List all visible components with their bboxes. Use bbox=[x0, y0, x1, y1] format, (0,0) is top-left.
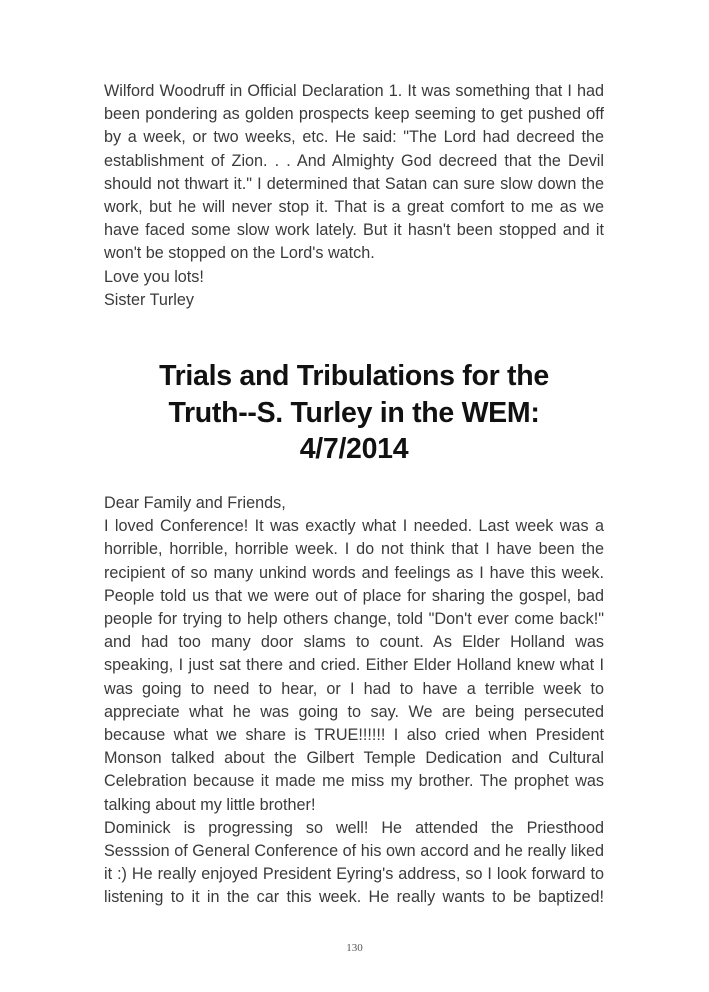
section-heading bbox=[104, 358, 604, 468]
closing-salutation: Love you lots! bbox=[104, 267, 204, 286]
letter-continuation bbox=[104, 80, 604, 312]
heading-line-3: 4/7/2014 bbox=[299, 433, 409, 465]
heading-line-2: Truth--S. Turley in the WEM: bbox=[168, 396, 540, 429]
body-paragraph-2: Dominick is progressing so well! He attended the Priesthood Sesssion of General Conference of his own accord and he really liked it :) He really enjoyed President Eyring's address, so I look forward to listening to it in the car this week. He really wants to be baptized! bbox=[104, 818, 604, 907]
body-paragraph-1: I loved Conference! It was exactly what I needed. Last week was a horrible, horrible, horrible week. I do not think that I have been the recipient of so many unkind words and feelings as I have this week. People told us that we were out of place for sharing the gospel, bad people for trying to help others change, told "Don't ever come back!" and had too many door slams to count. As Elder Holland was speaking, I just sat there and cried. Either Elder Holland knew what I was going to need to hear, or I had to have a terrible week to appreciate what he was going to say. We are being persecuted because what we share is TRUE!!!!!! I also cried when President Monson talked about the Gilbert Temple Dedication and Cultural Celebration because it made me miss my brother. The prophet was talking about my little brother! bbox=[104, 517, 604, 814]
closing-paragraph: Wilford Woodruff in Official Declaration 1. It was something that I had been pondering as golden prospects keep seeming to get pushed off by a week, or two weeks, etc. He said: "The Lord had decreed the establishment of Zion. . . And Almighty God decreed that the Devil should not thwart it." I determined that Satan can sure slow down the work, but he will never stop it. That is a great comfort to me as we have faced some slow work lately. But it hasn't been stopped and it won't be stopped on the Lord's watch. bbox=[104, 82, 604, 263]
signature: Sister Turley bbox=[104, 290, 194, 309]
heading-line-1: Trials and Tribulations for the bbox=[159, 360, 549, 392]
greeting: Dear Family and Friends, bbox=[104, 494, 286, 512]
letter-body bbox=[104, 492, 604, 910]
page-number: 130 bbox=[346, 942, 363, 954]
